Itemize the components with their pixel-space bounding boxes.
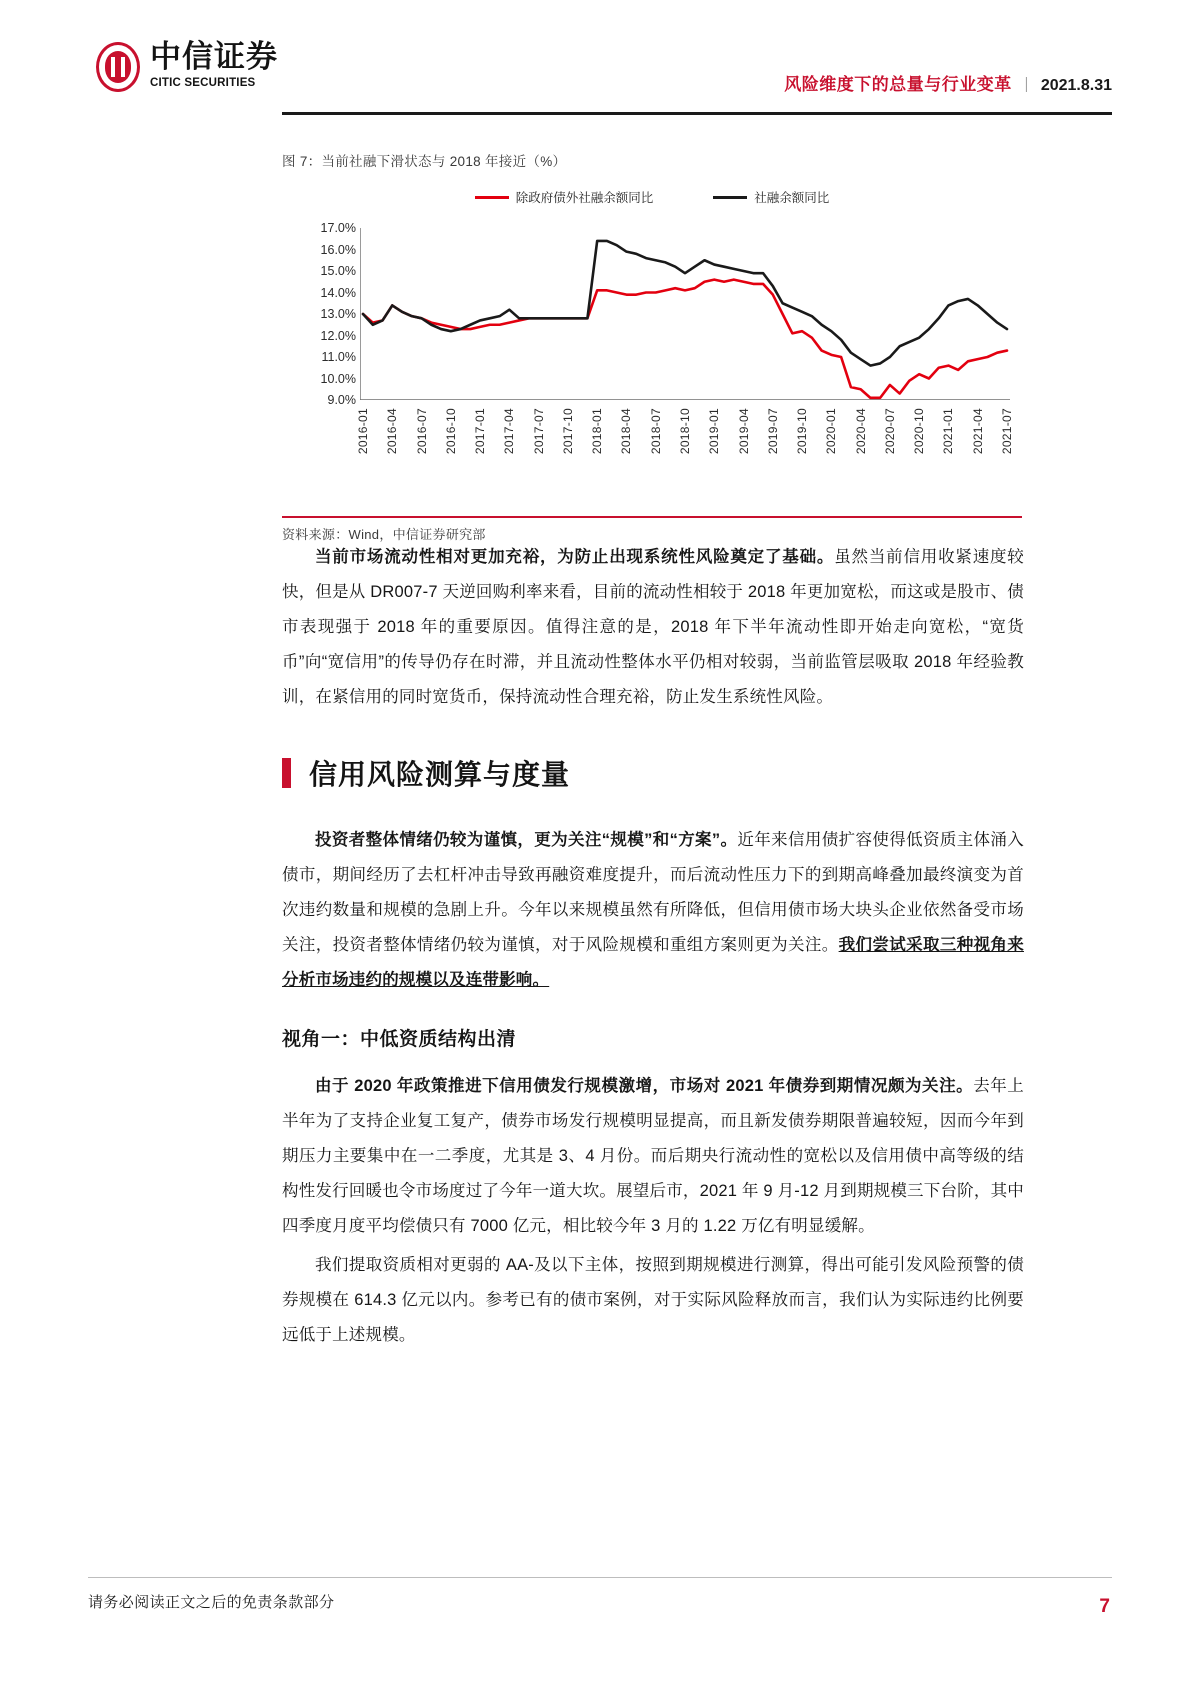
x-tick-label: 2017-04 (502, 408, 517, 455)
y-tick-label: 16.0% (320, 242, 356, 257)
legend-swatch-red (475, 196, 509, 199)
x-tick-label: 2019-04 (736, 408, 751, 455)
paragraph-1-rest: 虽然当前信用收紧速度较快，但是从 DR007-7 天逆回购利率来看，目前的流动性相较于 2018 年更加宽松，而这或是股市、债市表现强于 2018 年的重要原因。值得注意的是，2018 年下半年流动性即开始走向宽松，“宽货币”向“宽信用”的传导仍存在时滞，并且流动性整体水平仍相对较弱，当前监管层吸取 2018 年经验教训，在紧信用的同时宽货币，保持流动性合理充裕，防止发生系统性风险。 (282, 548, 1025, 706)
x-tick-label: 2016-04 (385, 408, 400, 455)
header-title-block (784, 70, 1112, 95)
section-heading (282, 753, 1024, 793)
citic-logo (96, 39, 278, 94)
x-tick-label: 2019-10 (795, 408, 810, 455)
y-tick-label: 10.0% (320, 371, 356, 386)
y-tick-label: 9.0% (327, 393, 356, 407)
footer-disclaimer: 请务必阅读正文之后的免责条款部分 (88, 1594, 335, 1611)
section-title: 信用风险测算与度量 (309, 759, 571, 790)
y-axis-labels (300, 221, 356, 407)
x-tick-label: 2018-10 (678, 408, 692, 455)
y-tick-label: 13.0% (320, 307, 356, 321)
page-number: 7 (1099, 1596, 1110, 1617)
x-tick-label: 2020-10 (912, 408, 927, 455)
subsection-heading: 视角一：中低资质结构出清 (282, 1029, 517, 1050)
legend-swatch-black (713, 196, 747, 199)
legend-item-0 (475, 188, 654, 206)
source-divider (282, 516, 1022, 518)
paragraph-2-underline: 我们尝试采取三种视角来分析市场违约的规模以及连带影响。 (282, 936, 1024, 989)
x-tick-label: 2017-10 (560, 408, 575, 455)
citic-logo-icon (96, 42, 142, 94)
header-divider (282, 112, 1112, 115)
figure-caption: 图 7：当前社融下滑状态与 2018 年接近（%） (282, 154, 567, 169)
x-tick-label: 2016-01 (356, 408, 370, 455)
x-tick-label: 2019-07 (765, 408, 780, 455)
paragraph-2-bold: 投资者整体情绪仍较为谨慎，更为关注“规模”和“方案”。 (315, 831, 738, 849)
x-tick-label: 2016-07 (414, 408, 429, 455)
x-tick-label: 2018-04 (619, 408, 634, 455)
x-tick-label: 2016-10 (443, 408, 458, 455)
logo-company-name-cn: 中信证券 (150, 39, 278, 75)
paragraph-3-bold: 由于 2020 年政策推进下信用债发行规模激增，市场对 2021 年债券到期情况颇为关注。 (315, 1077, 974, 1095)
paragraph-2 (282, 823, 1024, 998)
legend-item-1 (713, 188, 829, 206)
chart-legend (282, 188, 1022, 206)
report-title: 风险维度下的总量与行业变革 (784, 75, 1012, 94)
x-tick-label: 2021-04 (970, 408, 985, 455)
y-tick-label: 14.0% (320, 285, 356, 300)
x-tick-label: 2019-01 (707, 408, 722, 455)
x-tick-label: 2021-07 (1000, 408, 1014, 455)
x-tick-label: 2018-01 (590, 408, 605, 455)
x-tick-label: 2021-01 (941, 408, 956, 455)
x-tick-label: 2018-07 (648, 408, 663, 455)
chart-axes (360, 228, 1010, 400)
series-line-1 (363, 241, 1007, 366)
paragraph-1 (282, 540, 1024, 715)
figure-7 (282, 150, 1022, 542)
line-chart-svg (360, 228, 1010, 400)
plot-wrap (282, 221, 1022, 407)
y-tick-label: 15.0% (320, 264, 356, 278)
paragraph-2-rest: 近年来信用债扩容使得低资质主体涌入债市，期间经历了去杠杆冲击导致再融资难度提升，而后流动性压力下的到期高峰叠加最终演变为首次违约数量和规模的急剧上升。今年以来规模虽然有所降低，但信用债市场大块头企业依然备受市场关注，投资者整体情绪仍较为谨慎，对于风险规模和重组方案则更为关注。 (282, 831, 1024, 954)
paragraph-1-bold: 当前市场流动性相对更加充裕，为防止出现系统性风险奠定了基础。 (315, 548, 835, 566)
body-content (282, 540, 1024, 1357)
figure-source: 资料来源：Wind，中信证券研究部 (282, 527, 486, 542)
x-axis-labels (356, 402, 1014, 480)
x-tick-label: 2020-07 (882, 408, 897, 455)
legend-label-1: 社融余额同比 (754, 191, 830, 205)
header-separator: ｜ (1018, 77, 1034, 94)
x-tick-label: 2020-01 (824, 408, 839, 455)
section-accent-bar (282, 758, 291, 788)
chart-container (282, 176, 1022, 542)
y-tick-label: 12.0% (320, 328, 356, 343)
page-header (0, 0, 1200, 118)
paragraph-4: 我们提取资质相对更弱的 AA-及以下主体，按照到期规模进行测算，得出可能引发风险预警的债券规模在 614.3 亿元以内。参考已有的债市案例，对于实际风险释放而言，我们认为实际违约比例要远低于上述规模。 (282, 1256, 1024, 1344)
paragraph-3-rest: 去年上半年为了支持企业复工复产，债券市场发行规模明显提高，而且新发债券期限普遍较短，因而今年到期压力主要集中在一二季度，尤其是 3、4 月份。而后期央行流动性的宽松以及信用债中高等级的结构性发行回暖也令市场度过了今年一道大坎。展望后市，2021 年 9 月-12 月到期规模三下台阶，其中四季度月度平均偿债只有 7000 亿元，相比较今年 3 月的 1.22 万亿有明显缓解。 (282, 1077, 1025, 1235)
legend-label-0: 除政府债外社融余额同比 (515, 191, 654, 205)
footer-divider (88, 1577, 1112, 1578)
report-date: 2021.8.31 (1040, 77, 1112, 94)
y-tick-label: 17.0% (320, 221, 356, 235)
x-tick-label: 2017-01 (473, 408, 488, 455)
x-tick-label: 2017-07 (531, 408, 546, 455)
logo-company-name-en: CITIC SECURITIES (150, 77, 256, 89)
series-line-0 (363, 280, 1007, 398)
x-tick-label: 2020-04 (853, 408, 868, 455)
paragraph-3 (282, 1069, 1024, 1244)
y-tick-label: 11.0% (321, 350, 356, 364)
